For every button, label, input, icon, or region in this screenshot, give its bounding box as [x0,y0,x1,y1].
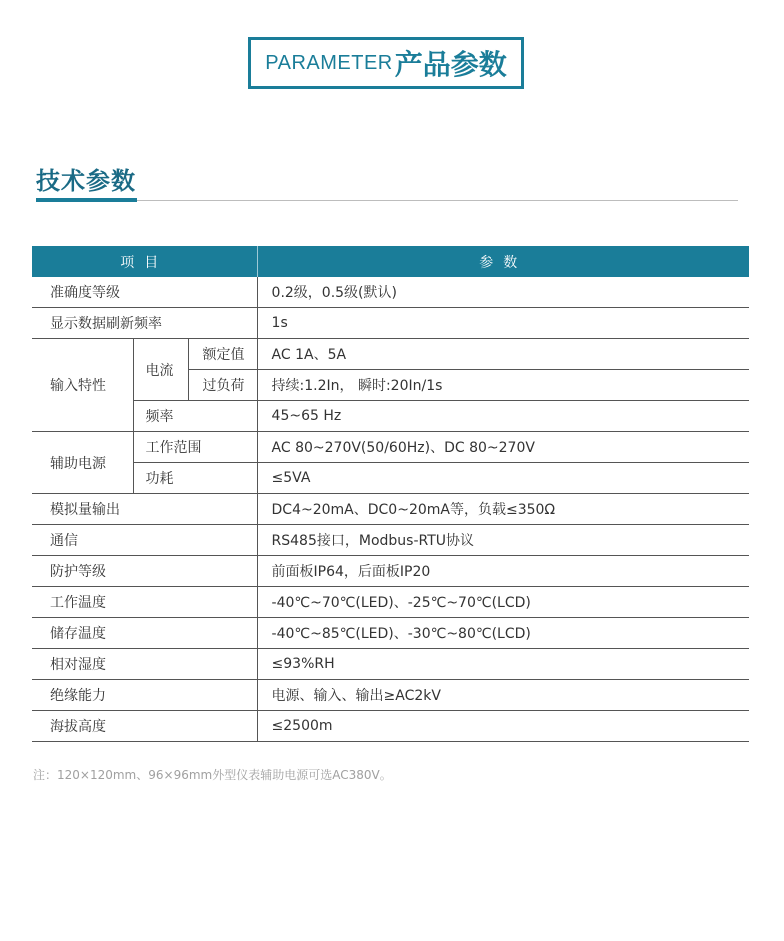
row-label: 绝缘能力 [32,680,257,711]
section-accent-bar [36,198,137,202]
banner-english-title: PARAMETER [265,51,393,74]
row-sublabel: 电流 [133,339,188,401]
table-row [32,339,749,370]
parameter-banner [248,37,524,89]
table-header-row [32,246,749,277]
row-label: 准确度等级 [32,277,257,308]
table-row [32,308,749,339]
row-label: 相对湿度 [32,649,257,680]
row-sublabel: 频率 [133,401,257,432]
table-row [32,587,749,618]
row-value: 前面板IP64，后面板IP20 [257,556,749,587]
row-value: -40℃~85℃(LED)、-30℃~80℃(LCD) [257,618,749,649]
row-label: 储存温度 [32,618,257,649]
row-value: 1s [257,308,749,339]
spec-table [32,246,749,742]
table-row [32,649,749,680]
row-value: ≤5VA [257,463,749,494]
table-row [32,463,749,494]
row-sublabel: 功耗 [133,463,257,494]
section-title: 技术参数 [36,167,136,195]
row-label: 海拔高度 [32,711,257,742]
row-value: DC4~20mA、DC0~20mA等，负载≤350Ω [257,494,749,525]
table-row [32,525,749,556]
row-value: AC 80~270V(50/60Hz)、DC 80~270V [257,432,749,463]
row-value: RS485接口，Modbus-RTU协议 [257,525,749,556]
row-sublabel: 额定值 [188,339,257,370]
table-row [32,680,749,711]
row-value: ≤93%RH [257,649,749,680]
row-label: 输入特性 [32,339,133,432]
header-param: 参数 [257,246,749,277]
row-value: 0.2级，0.5级(默认) [257,277,749,308]
row-value: 持续:1.2In， 瞬时:20In/1s [257,370,749,401]
table-row [32,618,749,649]
section-divider [36,200,738,201]
banner-chinese-title: 产品参数 [394,48,507,81]
table-row [32,556,749,587]
row-value: -40℃~70℃(LED)、-25℃~70℃(LCD) [257,587,749,618]
row-value: 45~65 Hz [257,401,749,432]
row-label: 辅助电源 [32,432,133,494]
row-value: ≤2500m [257,711,749,742]
table-row [32,401,749,432]
row-value: AC 1A、5A [257,339,749,370]
row-sublabel: 工作范围 [133,432,257,463]
row-label: 工作温度 [32,587,257,618]
row-label: 防护等级 [32,556,257,587]
table-row [32,277,749,308]
table-row [32,711,749,742]
row-label: 通信 [32,525,257,556]
table-row [32,494,749,525]
table-row [32,432,749,463]
row-sublabel: 过负荷 [188,370,257,401]
row-label: 显示数据刷新频率 [32,308,257,339]
footnote: 注：120×120mm、96×96mm外型仪表辅助电源可选AC380V。 [33,768,392,782]
header-item: 项目 [32,246,257,277]
row-value: 电源、输入、输出≥AC2kV [257,680,749,711]
row-label: 模拟量输出 [32,494,257,525]
